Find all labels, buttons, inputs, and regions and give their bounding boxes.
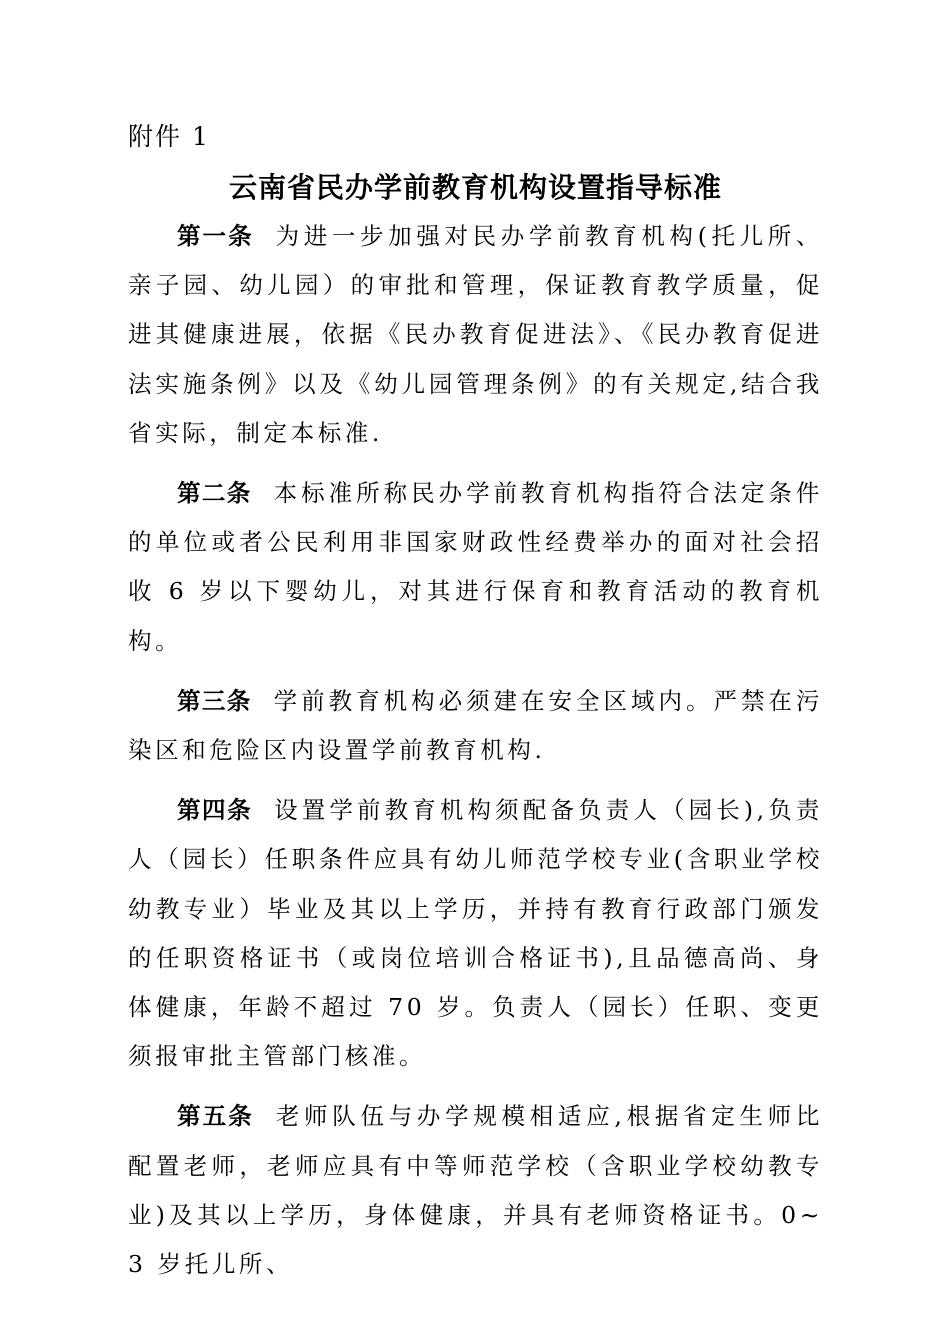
attachment-label: 附件 1 xyxy=(128,122,210,151)
document-title: 云南省民办学前教育机构设置指导标准 xyxy=(228,171,722,204)
article-2 xyxy=(128,469,823,666)
article-4-label: 第四条 xyxy=(177,796,253,825)
article-4 xyxy=(128,786,823,1081)
article-1-text: 为进一步加强对民办学前教育机构(托儿所、亲子园、幼儿园）的审批和管理，保证教育教学质量，促进其健康进展，依据《民办教育促进法》、《民办教育促进法实施条例》以及《幼儿园管理条例》的有关规定,结合我省实际，制定本标准. xyxy=(128,222,824,447)
article-4-text: 设置学前教育机构须配备负责人（园长),负责人（园长）任职条件应具有幼儿师范学校专业(含职业学校幼教专业）毕业及其以上学历，并持有教育行政部门颁发的任职资格证书（或岗位培训合格证书),且品德高尚、身体健康，年龄不超过 70 岁。负责人（园长）任职、变更须报审批主管部门核准。 xyxy=(128,796,823,1071)
article-3-text: 学前教育机构必须建在安全区域内。严禁在污染区和危险区内设置学前教育机构. xyxy=(128,686,824,765)
document-body xyxy=(128,212,823,1300)
article-2-label: 第二条 xyxy=(177,479,252,508)
article-1-label: 第一条 xyxy=(177,222,254,250)
article-5-text: 老师队伍与办学规模相适应,根据省定生师比配置老师，老师应具有中等师范学校（含职业学校幼教专业)及其以上学历，身体健康，并具有老师资格证书。0~3 岁托儿所、 xyxy=(128,1102,823,1279)
article-3 xyxy=(128,677,823,775)
article-3-label: 第三条 xyxy=(177,686,252,715)
article-5-label: 第五条 xyxy=(177,1102,254,1131)
article-1 xyxy=(128,212,823,458)
article-5 xyxy=(128,1092,823,1289)
article-2-text: 本标准所称民办学前教育机构指符合法定条件的单位或者公民利用非国家财政性经费举办的面对社会招收 6 岁以下婴幼儿，对其进行保育和教育活动的教育机构。 xyxy=(128,479,824,655)
